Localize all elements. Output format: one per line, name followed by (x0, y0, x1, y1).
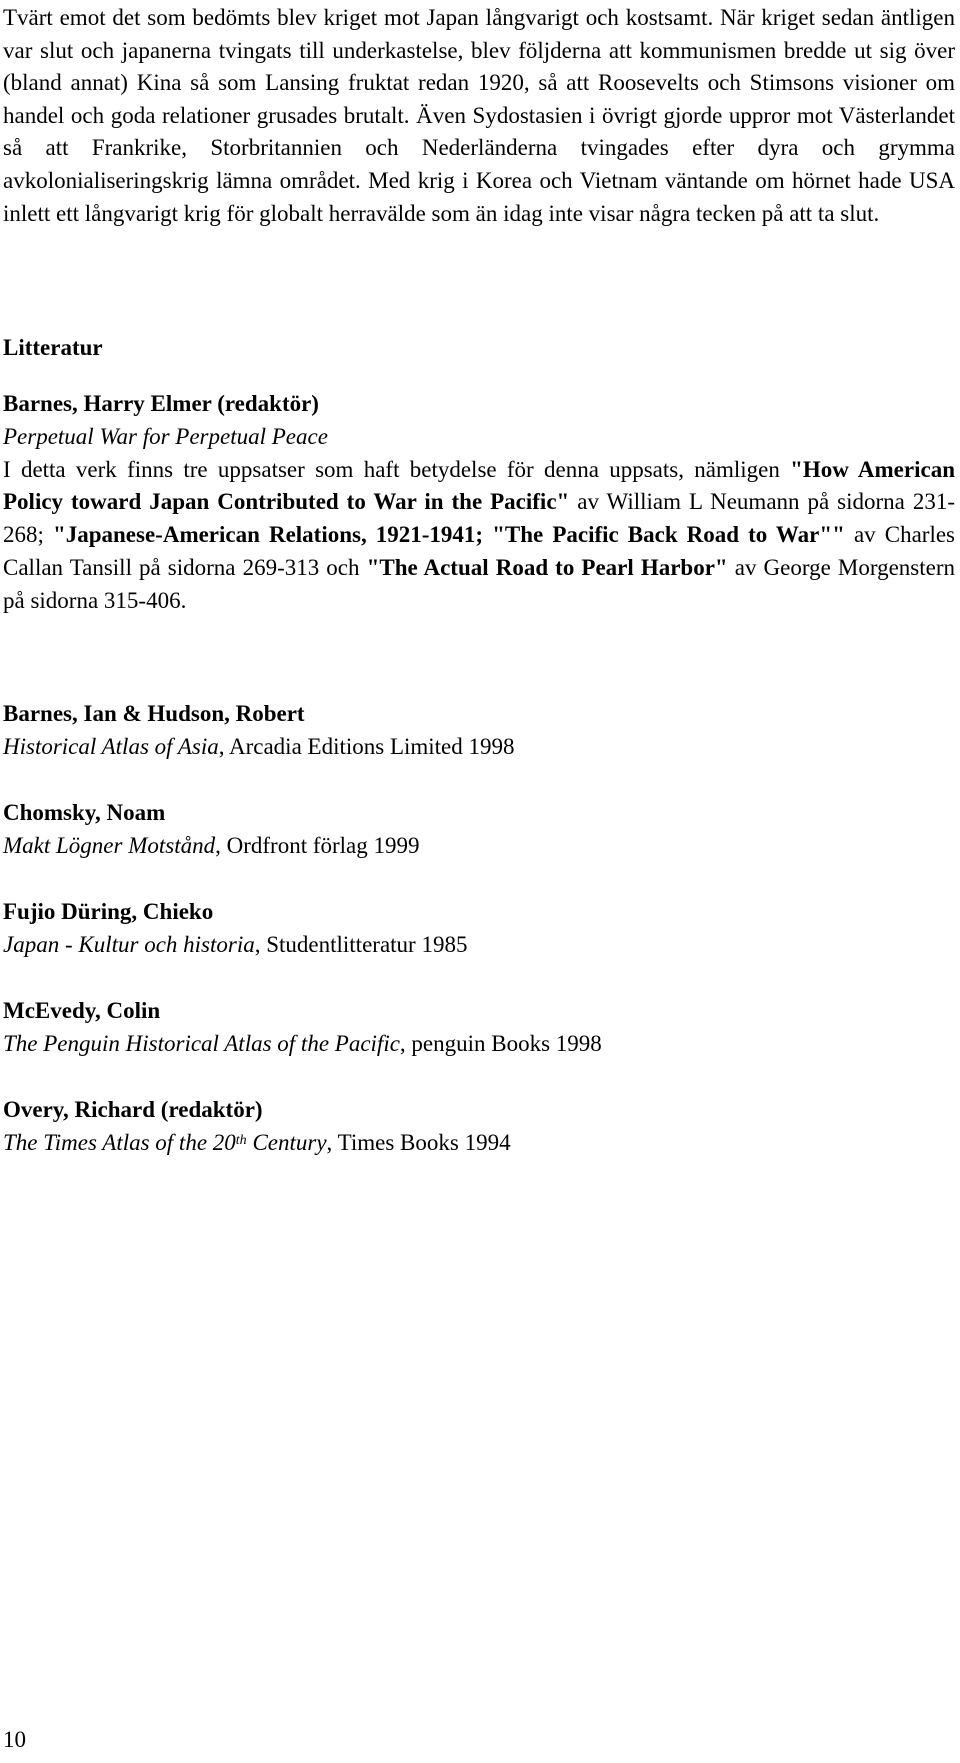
entry-author: Barnes, Ian & Hudson, Robert (3, 701, 305, 726)
entry-title-line (3, 1127, 955, 1160)
bibliography-entry-barnes-ian (3, 698, 955, 764)
entry-author: Chomsky, Noam (3, 800, 166, 825)
entry-title: Historical Atlas of Asia (3, 733, 219, 759)
entry-title (3, 1130, 327, 1155)
essay-title-morgenstern: "The Actual Road to Pearl Harbor" (366, 554, 728, 580)
bibliography-entry-barnes-harry (3, 388, 955, 618)
literature-heading: Litteratur (3, 335, 103, 360)
entry-title-part: The Times Atlas of the 20 (3, 1129, 236, 1155)
entry-author: Overy, Richard (redaktör) (3, 1097, 263, 1122)
entry-author: Barnes, Harry Elmer (redaktör) (3, 391, 319, 416)
entry-title-line (3, 421, 955, 454)
entry-title: The Penguin Historical Atlas of the Pacific (3, 1030, 400, 1056)
body-paragraph: Tvärt emot det som bedömts blev kriget mot Japan långvarigt och kostsamt. När kriget sedan äntligen var slut och japanerna tvingats till underkastelse, blev följderna att kommunismen bredde ut sig över (bland annat) Kina så som Lansing fruktat redan 1920, så att Roosevelts och Stimsons visioner om handel och goda relationer grusades brutalt. Även Sydostasien i övrigt gjorde uppror mot Västerlandet så att Frankrike, Storbritannien och Nederländerna tvingades efter dyra och grymma avkolonialiseringskrig lämna området. Med krig i Korea och Vietnam väntande om hörnet hade USA inlett ett långvarigt krig för globalt herravälde som än idag inte visar några tecken på att ta slut. (3, 5, 955, 226)
entry-description-text: I detta verk finns tre uppsatser som haft betydelse för denna uppsats, nämligen (3, 456, 791, 482)
entry-title-line (3, 731, 955, 764)
essay-title-neumann: "How American Policy toward Japan Contributed to War in the Pacific" (3, 456, 955, 515)
entry-description-text: av George Morgenstern på sidorna 315-406. (3, 554, 955, 613)
entry-publisher: , Studentlitteratur 1985 (254, 931, 468, 957)
entry-description-text: av Charles Callan Tansill på sidorna 269-313 och (3, 522, 956, 580)
entry-publisher: , Ordfront förlag 1999 (215, 832, 420, 858)
bibliography-entry-mcevedy (3, 995, 955, 1061)
page-number: 10 (3, 1727, 26, 1752)
document-page (3, 0, 955, 1763)
entry-description (3, 454, 955, 618)
entry-title-line (3, 1028, 955, 1061)
entry-title: Perpetual War for Perpetual Peace (3, 423, 328, 449)
entry-title: Makt Lögner Motstånd (3, 832, 216, 858)
entry-title: Japan - Kultur och historia (3, 931, 255, 957)
entry-title-line (3, 830, 955, 863)
ordinal-superscript: th (235, 1132, 247, 1148)
bibliography-entry-chomsky (3, 797, 955, 863)
essay-title-tansill: "Japanese-American Relations, 1921-1941; "The Pacific Back Road to War"" (52, 522, 845, 548)
bibliography-entry-fujio-during (3, 896, 955, 962)
entry-title-line (3, 929, 955, 962)
bibliography-entry-overy (3, 1094, 955, 1160)
entry-publisher: , Times Books 1994 (326, 1129, 511, 1155)
entry-description-text: av William L Neumann på sidorna 231-268; (3, 489, 956, 548)
entry-publisher: , Arcadia Editions Limited 1998 (218, 733, 515, 759)
entry-title-part: Century (246, 1129, 327, 1155)
entry-author: McEvedy, Colin (3, 998, 161, 1023)
entry-author: Fujio Düring, Chieko (3, 899, 214, 924)
entry-publisher: , penguin Books 1998 (399, 1030, 602, 1056)
